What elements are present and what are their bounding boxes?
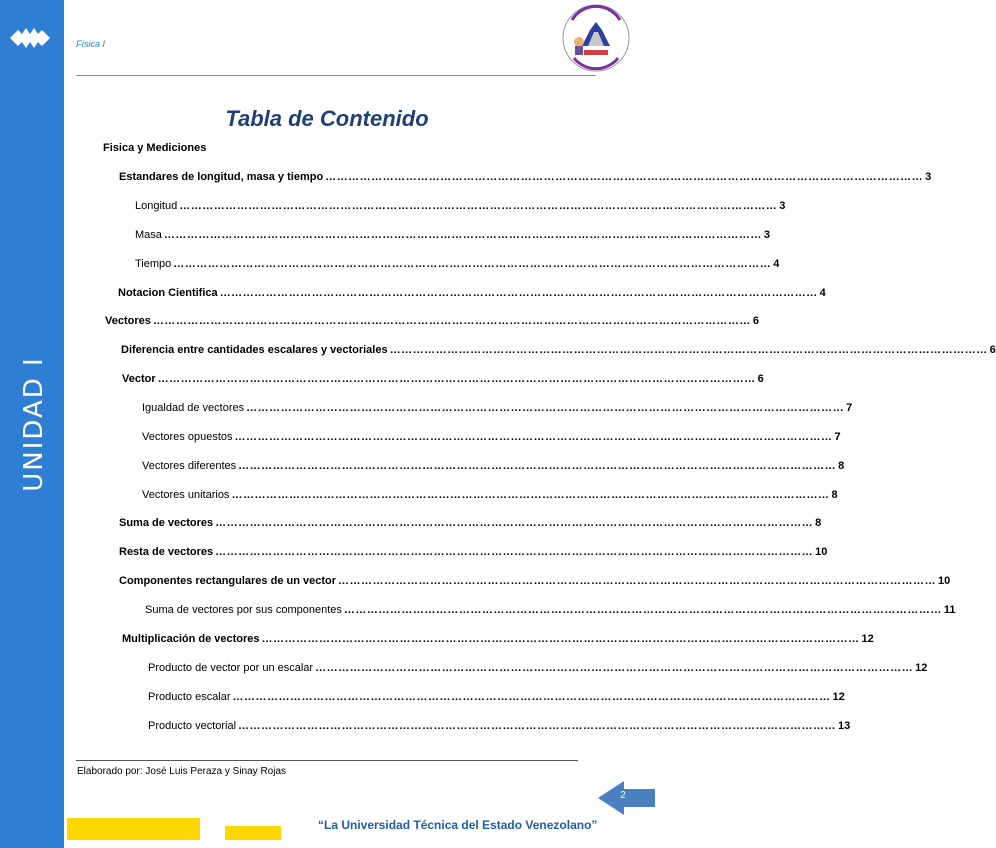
toc-entry-page: 8	[831, 489, 838, 501]
toc-entry-page: 12	[861, 633, 874, 645]
toc-entry	[145, 604, 956, 618]
motto-text: “La Universidad Técnica del Estado Venezolano”	[318, 818, 598, 832]
page-number: 2	[620, 790, 626, 801]
toc-entry-label: Vector	[122, 373, 156, 385]
toc-entry	[119, 517, 822, 531]
toc-entry	[118, 287, 826, 301]
unit-label: UNIDAD I	[19, 356, 49, 492]
toc-entry-label: Producto de vector por un escalar	[148, 662, 314, 674]
toc-leader: …………………………………………………………………………………………………………………………………………	[231, 489, 830, 501]
toc-entry-label: Longitud	[135, 200, 178, 212]
toc-entry-page: 10	[815, 546, 828, 558]
toc-leader: …………………………………………………………………………………………………………………………………………	[219, 287, 818, 299]
toc-entry	[142, 431, 841, 445]
toc-entry	[148, 662, 928, 676]
toc-leader: …………………………………………………………………………………………………………………………………………	[261, 633, 860, 645]
toc-leader: …………………………………………………………………………………………………………………………………………	[338, 575, 936, 587]
toc-heading: Fisica y Mediciones	[103, 142, 207, 154]
university-logo-icon	[6, 22, 54, 54]
toc-leader: …………………………………………………………………………………………………………………………………………	[325, 171, 924, 183]
toc-entry-page: 6	[752, 315, 759, 327]
toc-entry	[142, 460, 845, 474]
toc-entry	[148, 691, 845, 705]
toc-entry	[135, 229, 771, 243]
toc-entry-label: Vectores diferentes	[142, 460, 237, 472]
toc-entry-page: 3	[779, 200, 786, 212]
toc-entry-page: 7	[846, 402, 853, 414]
toc-entry	[135, 200, 786, 214]
toc-entry-page: 11	[943, 604, 956, 616]
toc-entry-label: Suma de vectores	[119, 517, 214, 529]
toc-entry-page: 7	[834, 431, 841, 443]
toc-entry	[105, 315, 759, 329]
toc-leader: …………………………………………………………………………………………………………………………………………	[238, 460, 837, 472]
toc-entry-page: 13	[838, 720, 851, 732]
toc-entry	[135, 258, 780, 272]
toc-leader: …………………………………………………………………………………………………………………………………………	[163, 229, 762, 241]
toc-leader: …………………………………………………………………………………………………………………………………………	[232, 691, 831, 703]
toc-leader: …………………………………………………………………………………………………………………………………………	[215, 517, 814, 529]
toc-entry	[119, 575, 951, 589]
toc-leader: …………………………………………………………………………………………………………………………………………	[215, 546, 814, 558]
toc-entry-label: Diferencia entre cantidades escalares y vectoriales	[121, 344, 388, 356]
header-divider	[76, 75, 596, 76]
toc-entry-page: 4	[773, 258, 780, 270]
toc-leader: …………………………………………………………………………………………………………………………………………	[179, 200, 778, 212]
department-seal-icon	[560, 2, 632, 74]
toc-entry-label: Componentes rectangulares de un vector	[119, 575, 336, 587]
toc-entry-page: 10	[938, 575, 951, 587]
toc-entry-label: Resta de vectores	[119, 546, 214, 558]
toc-entry-label: Producto escalar	[148, 691, 231, 703]
toc-entry-page: 6	[757, 373, 764, 385]
toc-leader: …………………………………………………………………………………………………………………………………………	[234, 431, 833, 443]
subject-label: Física I	[76, 39, 106, 49]
toc-leader: …………………………………………………………………………………………………………………………………………	[246, 402, 845, 414]
toc-entry-page: 6	[989, 344, 996, 356]
toc-entry	[122, 633, 874, 647]
page-title: Tabla de Contenido	[225, 106, 429, 131]
decorative-bar	[225, 826, 281, 840]
toc-entry-label: Estandares de longitud, masa y tiempo	[119, 171, 324, 183]
toc-entry-label: Vectores	[105, 315, 151, 327]
toc-entry	[119, 546, 828, 560]
toc-leader: …………………………………………………………………………………………………………………………………………	[238, 720, 837, 732]
toc-entry-label: Notacion Cientifica	[118, 287, 218, 299]
toc-entry	[142, 489, 838, 503]
toc-entry-page: 3	[925, 171, 932, 183]
toc-entry	[119, 171, 932, 185]
toc-leader: …………………………………………………………………………………………………………………………………………	[389, 344, 988, 356]
toc-leader: …………………………………………………………………………………………………………………………………………	[343, 604, 942, 616]
toc-entry-label: Vectores unitarios	[142, 489, 230, 501]
toc-entry-page: 4	[819, 287, 826, 299]
toc-entry-label: Producto vectorial	[148, 720, 237, 732]
toc-leader: …………………………………………………………………………………………………………………………………………	[152, 315, 751, 327]
toc-leader: …………………………………………………………………………………………………………………………………………	[173, 258, 772, 270]
toc-entry	[142, 402, 853, 416]
toc-entry-label: Masa	[135, 229, 162, 241]
decorative-bar	[67, 818, 200, 840]
toc-entry-page: 8	[815, 517, 822, 529]
toc-entry	[121, 344, 996, 358]
toc-entry-page: 12	[915, 662, 928, 674]
toc-leader: …………………………………………………………………………………………………………………………………………	[315, 662, 914, 674]
toc-entry-label: Multiplicación de vectores	[122, 633, 260, 645]
toc-entry	[148, 720, 851, 734]
toc-entry-label: Igualdad de vectores	[142, 402, 245, 414]
author-credit: Elaborado por: José Luis Peraza y Sinay Rojas	[77, 766, 287, 777]
toc-leader: …………………………………………………………………………………………………………………………………………	[157, 373, 756, 385]
sidebar-band	[0, 0, 64, 848]
footer-divider	[76, 760, 578, 761]
toc-entry-label: Vectores opuestos	[142, 431, 233, 443]
toc-entry-page: 8	[838, 460, 845, 472]
toc-entry-page: 3	[763, 229, 771, 241]
toc-entry-label: Tiempo	[135, 258, 172, 270]
toc-entry-page: 12	[832, 691, 845, 703]
toc-entry	[122, 373, 764, 387]
toc-entry-label: Suma de vectores por sus componentes	[145, 604, 342, 616]
